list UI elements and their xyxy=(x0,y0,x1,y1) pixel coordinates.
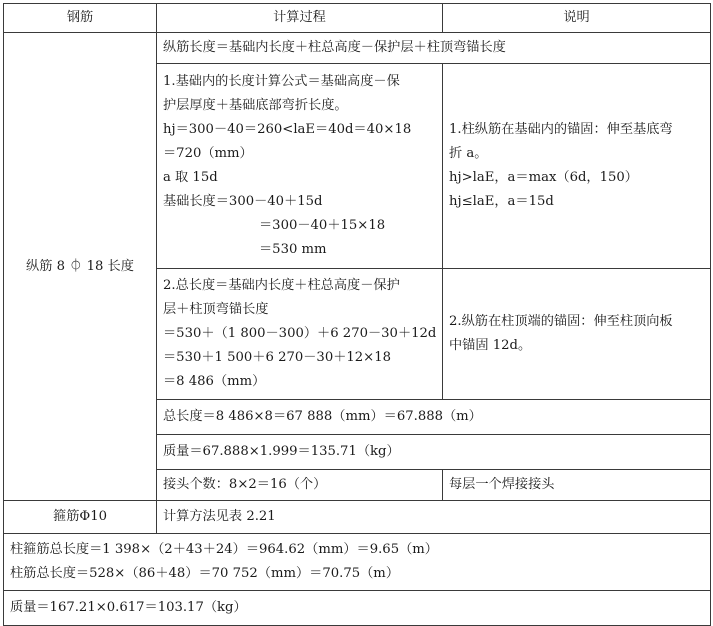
step1-note xyxy=(443,64,711,269)
step1-process xyxy=(157,64,443,269)
step1-note-line-4: hj≤laE，a＝15d xyxy=(449,194,554,209)
summary-mass: 质量＝167.21×0.617＝103.17（kg） xyxy=(4,591,711,626)
stirrup-label: 箍筋Φ10 xyxy=(4,501,157,534)
step1-line-7: ＝300－40＋15×18 xyxy=(259,218,386,233)
header-row xyxy=(4,4,711,33)
stirrup-method: 计算方法见表 2.21 xyxy=(157,501,711,534)
step1-line-8: ＝530 mm xyxy=(259,242,327,257)
step1-line-6: 基础长度＝300－40＋15d xyxy=(163,194,323,209)
step2-note xyxy=(443,269,711,400)
longitudinal-formula: 纵筋长度＝基础内长度＋柱总高度－保护层＋柱顶弯锚长度 xyxy=(157,33,711,64)
summary-line-2: 柱筋总长度＝528×（86＋48）＝70 752（mm）＝70.75（m） xyxy=(10,566,400,581)
step1-line-2: 护层厚度＋基础底部弯折长度。 xyxy=(163,98,348,113)
step2-line-1: 2.总长度＝基础内长度＋柱总高度－保护 xyxy=(163,278,400,293)
step1-note-line-2: 折 a。 xyxy=(449,146,488,161)
joint-note: 每层一个焊接接头 xyxy=(443,470,711,501)
step1-line-3: hj＝300－40＝260<laE＝40d＝40×18 xyxy=(163,122,412,137)
step1-line-1: 1.基础内的长度计算公式＝基础高度－保 xyxy=(163,74,400,89)
header-rebar: 钢筋 xyxy=(4,4,157,33)
longitudinal-label: 纵筋 8 ⏀ 18 长度 xyxy=(4,33,157,501)
header-process: 计算过程 xyxy=(157,4,443,33)
row-summary-mass xyxy=(4,591,711,626)
step1-note-line-1: 1.柱纵筋在基础内的锚固：伸至基底弯 xyxy=(449,122,673,137)
step2-process xyxy=(157,269,443,400)
header-notes: 说明 xyxy=(443,4,711,33)
total-length: 总长度＝8 486×8＝67 888（mm）＝67.888（m） xyxy=(157,400,711,435)
step1-line-5: a 取 15d xyxy=(163,170,218,185)
step2-line-3: ＝530＋（1 800－300）＋6 270－30＋12d xyxy=(163,326,437,341)
step2-line-4: ＝530＋1 500＋6 270－30＋12×18 xyxy=(163,350,392,365)
summary-block xyxy=(4,534,711,591)
step2-note-line-1: 2.纵筋在柱顶端的锚固：伸至柱顶向板 xyxy=(449,314,673,329)
joint-count: 接头个数：8×2＝16（个） xyxy=(157,470,443,501)
row-summary xyxy=(4,534,711,591)
row-stirrup xyxy=(4,501,711,534)
rebar-calculation-table xyxy=(3,3,711,626)
row-formula xyxy=(4,33,711,64)
summary-line-1: 柱箍筋总长度＝1 398×（2＋43＋24）＝964.62（mm）＝9.65（m） xyxy=(10,542,438,557)
longitudinal-mass: 质量＝67.888×1.999＝135.71（kg） xyxy=(157,435,711,470)
step2-line-2: 层＋柱顶弯锚长度 xyxy=(163,302,269,317)
step1-note-line-3: hj>laE，a＝max（6d，150） xyxy=(449,170,638,185)
step2-note-line-2: 中锚固 12d。 xyxy=(449,338,532,353)
step2-line-5: ＝8 486（mm） xyxy=(163,374,266,389)
step1-line-4: ＝720（mm） xyxy=(163,146,253,161)
